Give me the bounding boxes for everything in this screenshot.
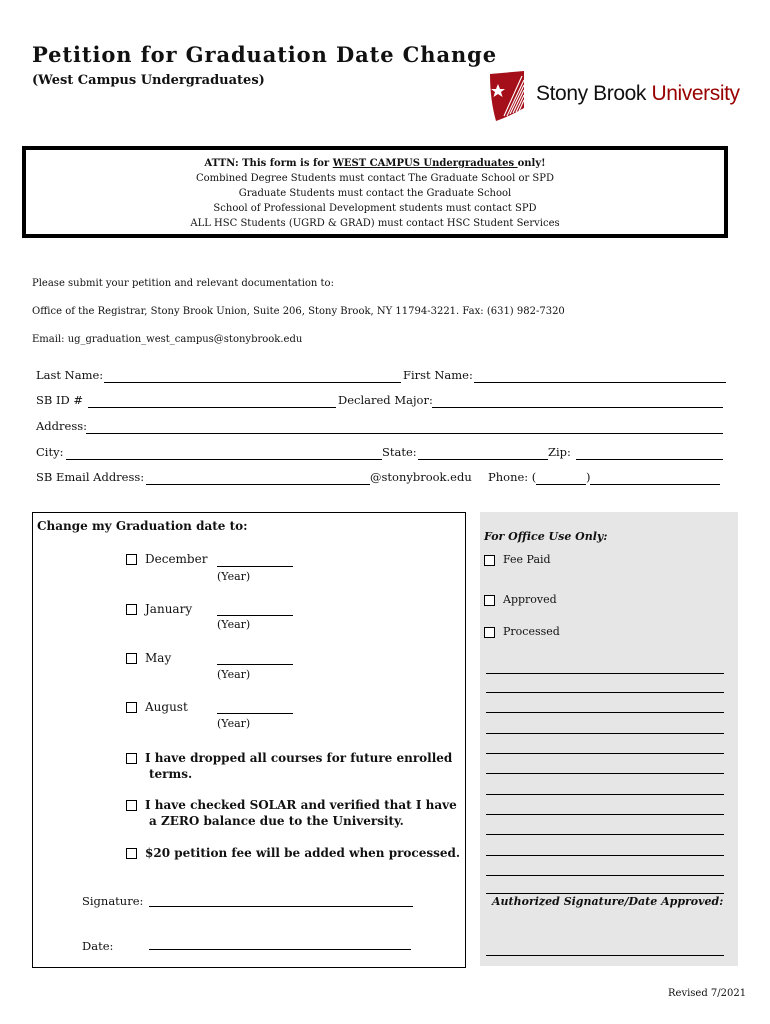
sb-email-field[interactable]	[146, 470, 370, 485]
processed-label: Processed	[503, 625, 560, 638]
option-august[interactable]	[126, 700, 188, 714]
office-notes-line[interactable]	[486, 673, 724, 674]
city-field[interactable]	[66, 445, 382, 460]
ack-zero-balance[interactable]	[126, 797, 457, 829]
logo-text-university: University	[651, 82, 740, 105]
address-label: Address:	[36, 419, 88, 433]
option-may[interactable]	[126, 651, 171, 665]
change-date-heading: Change my Graduation date to:	[37, 519, 248, 533]
processed-checkbox[interactable]	[484, 627, 495, 638]
ack-petition-fee[interactable]	[126, 846, 460, 860]
office-approved[interactable]	[484, 593, 557, 606]
fee-paid-checkbox[interactable]	[484, 555, 495, 566]
office-notes-line[interactable]	[486, 875, 724, 876]
petition-fee-text: $20 petition fee will be added when processed.	[145, 846, 461, 860]
office-notes-line[interactable]	[486, 733, 724, 734]
dropped-courses-checkbox[interactable]	[126, 753, 137, 764]
revision-note: Revised 7/2021	[668, 988, 747, 999]
authorized-signature-field[interactable]	[486, 955, 724, 956]
dropped-courses-text-2: terms.	[149, 767, 193, 781]
office-notes-line[interactable]	[486, 814, 724, 815]
sb-email-label: SB Email Address:	[36, 470, 145, 484]
date-field[interactable]	[149, 937, 411, 950]
attn-line-4: School of Professional Development students must contact SPD	[213, 203, 537, 214]
january-label: January	[145, 602, 193, 616]
signature-label: Signature:	[82, 894, 144, 908]
option-december[interactable]	[126, 552, 207, 566]
august-label: August	[145, 700, 188, 714]
attention-notice-box	[22, 146, 728, 238]
office-processed[interactable]	[484, 625, 560, 638]
approved-label: Approved	[503, 593, 557, 606]
december-label: December	[145, 552, 208, 566]
zip-field[interactable]	[576, 445, 723, 460]
attn-line-5: ALL HSC Students (UGRD & GRAD) must contact HSC Student Services	[190, 218, 560, 229]
attn-line-3: Graduate Students must contact the Graduate School	[238, 188, 512, 199]
registrar-email: Email: ug_graduation_west_campus@stonybrook.edu	[32, 334, 303, 345]
state-label: State:	[382, 445, 417, 459]
office-notes-line[interactable]	[486, 893, 724, 894]
office-notes-line[interactable]	[486, 692, 724, 693]
may-year-label: (Year)	[217, 668, 251, 681]
signature-field[interactable]	[149, 894, 413, 907]
email-domain-text: @stonybrook.edu	[370, 470, 472, 484]
phone-area-code-field[interactable]	[536, 470, 586, 485]
zero-balance-checkbox[interactable]	[126, 800, 137, 811]
phone-number-field[interactable]	[590, 470, 720, 485]
sb-id-label: SB ID #	[36, 393, 84, 407]
approved-checkbox[interactable]	[484, 595, 495, 606]
office-notes-line[interactable]	[486, 753, 724, 754]
december-year-label: (Year)	[217, 570, 251, 583]
attn-line-2: Combined Degree Students must contact The Graduate School or SPD	[195, 173, 555, 184]
attn-line-1	[26, 156, 724, 171]
phone-close-paren: )	[586, 470, 591, 484]
declared-major-label: Declared Major:	[338, 393, 433, 407]
address-field[interactable]	[86, 419, 723, 434]
dropped-courses-text-1: I have dropped all courses for future enrolled	[145, 751, 453, 765]
university-shield-logo	[488, 70, 532, 122]
first-name-label: First Name:	[403, 368, 473, 382]
authorized-signature-label: Authorized Signature/Date Approved:	[492, 895, 724, 908]
december-checkbox[interactable]	[126, 554, 137, 565]
office-notes-line[interactable]	[486, 773, 724, 774]
office-notes-line[interactable]	[486, 794, 724, 795]
phone-label: Phone: (	[488, 470, 537, 484]
august-year-label: (Year)	[217, 717, 251, 730]
attn-suffix: only!	[517, 158, 546, 169]
january-year-label: (Year)	[217, 618, 251, 631]
may-checkbox[interactable]	[126, 653, 137, 664]
attn-prefix: ATTN: This form is for	[204, 158, 333, 169]
may-label: May	[145, 651, 172, 665]
august-year-field[interactable]	[217, 699, 293, 714]
zero-balance-text-1: I have checked SOLAR and verified that I have	[145, 798, 457, 812]
ack-dropped-courses[interactable]	[126, 750, 452, 782]
university-logo-text	[536, 82, 740, 106]
office-notes-line[interactable]	[486, 712, 724, 713]
declared-major-field[interactable]	[432, 393, 723, 408]
august-checkbox[interactable]	[126, 702, 137, 713]
may-year-field[interactable]	[217, 650, 293, 665]
january-year-field[interactable]	[217, 601, 293, 616]
registrar-address: Office of the Registrar, Stony Brook Union, Suite 206, Stony Brook, NY 11794-3221. Fax: (631) 982-7320	[32, 306, 565, 317]
january-checkbox[interactable]	[126, 604, 137, 615]
logo-text-stony-brook: Stony Brook	[536, 82, 646, 105]
option-january[interactable]	[126, 602, 192, 616]
attn-highlight: WEST CAMPUS Undergraduates	[332, 158, 518, 169]
zero-balance-text-2: a ZERO balance due to the University.	[149, 814, 404, 828]
office-fee-paid[interactable]	[484, 553, 551, 566]
office-notes-line[interactable]	[486, 834, 724, 835]
fee-paid-label: Fee Paid	[503, 553, 551, 566]
submit-instructions: Please submit your petition and relevant documentation to:	[32, 278, 334, 289]
december-year-field[interactable]	[217, 552, 293, 567]
last-name-label: Last Name:	[36, 368, 104, 382]
office-use-heading: For Office Use Only:	[484, 530, 608, 543]
petition-fee-checkbox[interactable]	[126, 848, 137, 859]
page-title: Petition for Graduation Date Change	[32, 42, 497, 67]
office-notes-line[interactable]	[486, 855, 724, 856]
last-name-field[interactable]	[104, 368, 401, 383]
sb-id-field[interactable]	[88, 393, 336, 408]
state-field[interactable]	[418, 445, 548, 460]
date-label: Date:	[82, 939, 114, 953]
first-name-field[interactable]	[474, 368, 726, 383]
city-label: City:	[36, 445, 64, 459]
zip-label: Zip:	[548, 445, 571, 459]
page-subtitle: (West Campus Undergraduates)	[32, 73, 265, 88]
